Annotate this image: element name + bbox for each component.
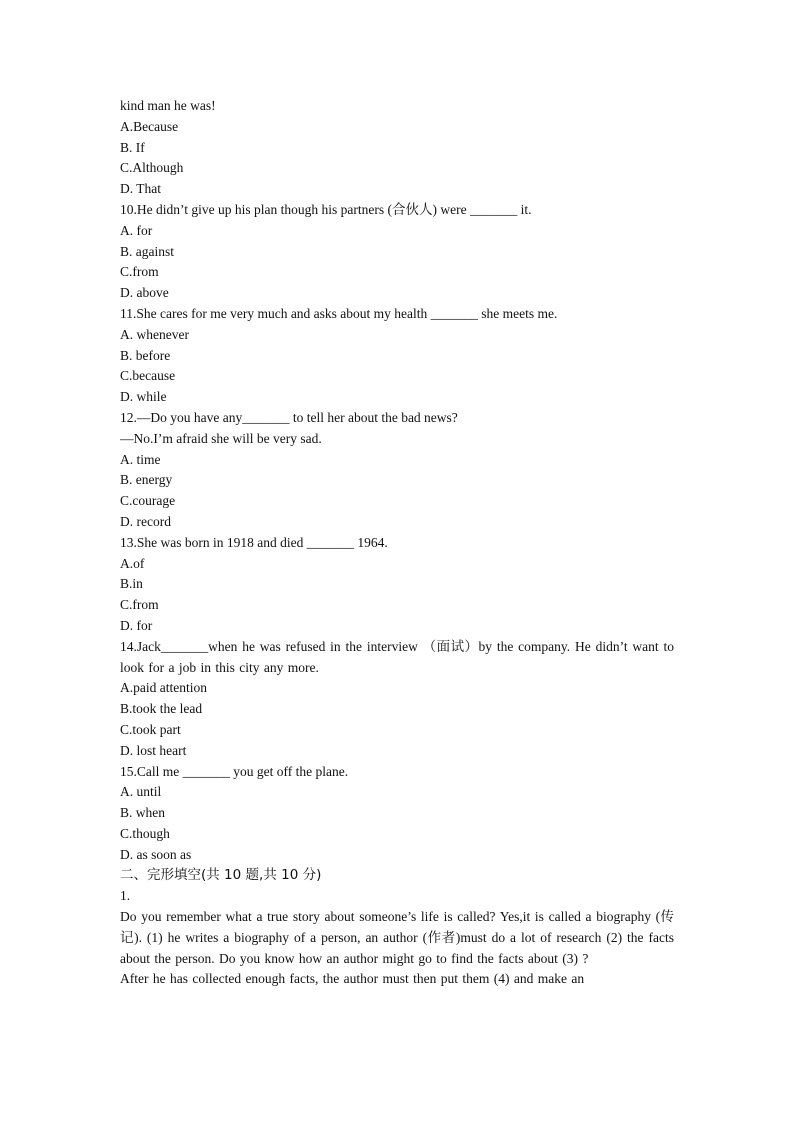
text-line: D. That (120, 181, 161, 197)
document-page (120, 96, 674, 990)
text-line: —No.I’m afraid she will be very sad. (120, 430, 322, 446)
section-heading: 二、完形填空(共 10 题,共 10 分) (120, 867, 322, 884)
text-line: A.paid attention (120, 680, 207, 696)
text-line: B. If (120, 139, 145, 155)
text-line: D. for (120, 617, 153, 633)
text-line: C.Although (120, 160, 184, 176)
text-line: C.from (120, 597, 159, 613)
text-line: 15.Call me _______ you get off the plane. (120, 763, 349, 779)
text-line: A. for (120, 222, 153, 238)
question-lines-middle (120, 678, 674, 865)
text-line: C.courage (120, 493, 176, 509)
cloze-paragraph-2: After he has collected enough facts, the author must then put them (4) and make an (120, 971, 585, 987)
text-line: C.because (120, 368, 176, 384)
text-line: D. lost heart (120, 742, 187, 758)
text-line: B.in (120, 576, 143, 592)
cloze-paragraph-1: Do you remember what a true story about someone’s life is called? Yes,it is called a biography (传记). (1) he writes a biography of a person, an author (作者)must do a lot of research (2) the facts about the person. Do you know how an author might go to find the facts about (3) ? (120, 909, 674, 966)
text-line: C.from (120, 264, 159, 280)
text-line: B. before (120, 347, 171, 363)
question-lines-top (120, 96, 674, 637)
text-line: C.though (120, 825, 170, 841)
text-line: D. above (120, 285, 169, 301)
text-line: C.took part (120, 721, 181, 737)
text-line: D. as soon as (120, 846, 192, 862)
text-line: 12.—Do you have any_______ to tell her about the bad news? (120, 409, 458, 425)
text-line: D. while (120, 389, 167, 405)
text-line: A.of (120, 555, 145, 571)
text-line: B. when (120, 805, 165, 821)
text-line: A. until (120, 784, 162, 800)
text-line: D. record (120, 513, 171, 529)
question-14: 14.Jack_______when he was refused in the interview （面试）by the company. He didn’t want to look for a job in this city any more. (120, 638, 674, 675)
text-line: 10.He didn’t give up his plan though his partners (合伙人) were _______ it. (120, 201, 532, 217)
text-line: A. whenever (120, 326, 189, 342)
text-line: kind man he was! (120, 98, 216, 113)
text-line: 11.She cares for me very much and asks about my health _______ she meets me. (120, 305, 558, 321)
text-line: B. energy (120, 472, 173, 488)
text-line: B.took the lead (120, 701, 203, 717)
text-line: 13.She was born in 1918 and died _______ 1964. (120, 534, 388, 550)
text-line: A.Because (120, 118, 179, 134)
cloze-number: 1. (120, 888, 131, 904)
text-line: B. against (120, 243, 174, 259)
text-line: A. time (120, 451, 161, 467)
